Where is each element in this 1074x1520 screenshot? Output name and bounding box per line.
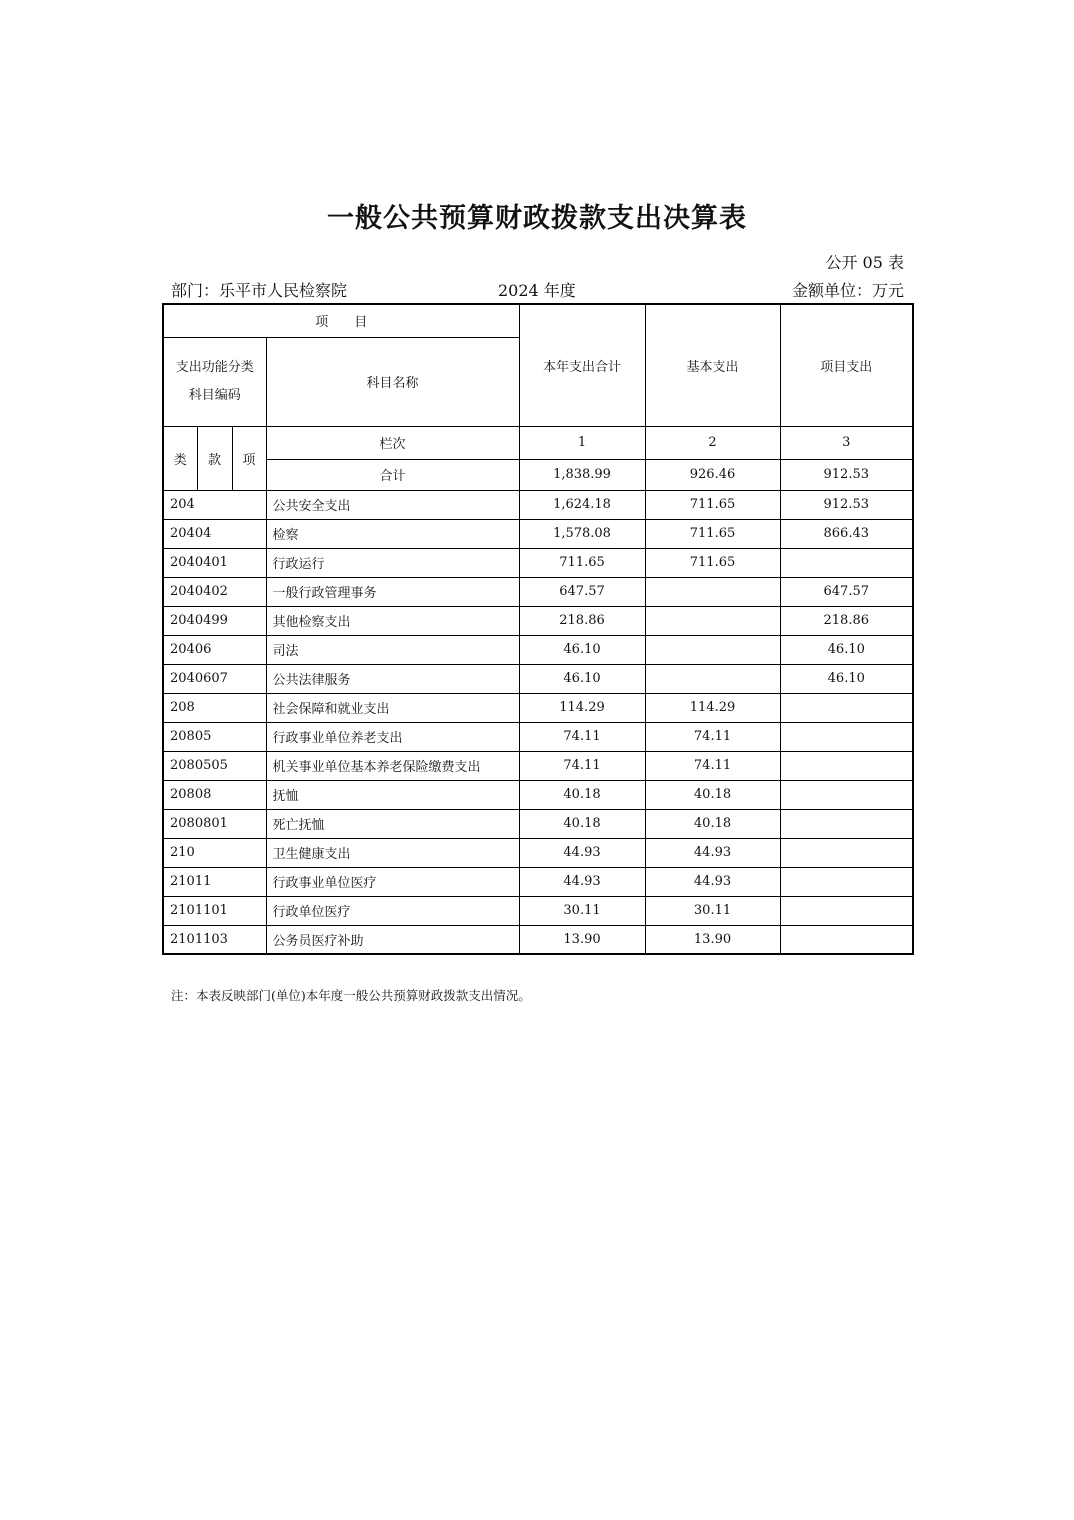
row-total: 40.18 [519, 809, 645, 838]
row-basic: 44.93 [645, 838, 780, 867]
row-total: 647.57 [519, 577, 645, 606]
header-subject-name: 科目名称 [266, 337, 519, 426]
row-total: 1,578.08 [519, 519, 645, 548]
page-title: 一般公共预算财政拨款支出决算表 [327, 203, 747, 234]
department-label: 部门：乐平市人民检察院 [171, 281, 348, 300]
row-code: 2101101 [163, 896, 266, 925]
table-row [163, 722, 913, 751]
row-basic: 74.11 [645, 751, 780, 780]
expenditure-table [162, 303, 914, 955]
row-basic: 711.65 [645, 519, 780, 548]
row-subject-name: 行政事业单位医疗 [266, 867, 519, 896]
row-total: 74.11 [519, 722, 645, 751]
row-basic: 114.29 [645, 693, 780, 722]
row-code: 2040401 [163, 548, 266, 577]
row-code: 20805 [163, 722, 266, 751]
table-row [163, 606, 913, 635]
row-subject-name: 行政事业单位养老支出 [266, 722, 519, 751]
row-project [780, 838, 913, 867]
column-index-1: 1 [519, 426, 645, 459]
sum-basic: 926.46 [645, 459, 780, 490]
table-row [163, 635, 913, 664]
row-project [780, 751, 913, 780]
row-project: 46.10 [780, 635, 913, 664]
row-code: 2040499 [163, 606, 266, 635]
row-basic: 13.90 [645, 925, 780, 954]
row-code: 2101103 [163, 925, 266, 954]
table-row [163, 693, 913, 722]
row-basic: 74.11 [645, 722, 780, 751]
header-total: 本年支出合计 [519, 304, 645, 426]
table-row [163, 867, 913, 896]
row-subject-name: 其他检察支出 [266, 606, 519, 635]
row-subject-name: 机关事业单位基本养老保险缴费支出 [266, 751, 519, 780]
table-row [163, 838, 913, 867]
row-project: 912.53 [780, 490, 913, 519]
row-project [780, 896, 913, 925]
row-subject-name: 公共法律服务 [266, 664, 519, 693]
header-code-label-1: 支出功能分类 [175, 359, 254, 375]
row-code: 2080505 [163, 751, 266, 780]
row-subject-name: 卫生健康支出 [266, 838, 519, 867]
row-total: 40.18 [519, 780, 645, 809]
row-total: 218.86 [519, 606, 645, 635]
header-code-cell [163, 337, 266, 426]
sum-label: 合计 [266, 459, 519, 490]
row-total: 44.93 [519, 867, 645, 896]
row-basic [645, 606, 780, 635]
row-total: 44.93 [519, 838, 645, 867]
row-subject-name: 公共安全支出 [266, 490, 519, 519]
table-row [163, 780, 913, 809]
row-subject-name: 一般行政管理事务 [266, 577, 519, 606]
column-index-2: 2 [645, 426, 780, 459]
row-total: 30.11 [519, 896, 645, 925]
row-total: 13.90 [519, 925, 645, 954]
row-basic [645, 577, 780, 606]
row-total: 711.65 [519, 548, 645, 577]
row-code: 204 [163, 490, 266, 519]
header-xiang: 项 [232, 426, 266, 490]
row-project [780, 722, 913, 751]
row-subject-name: 检察 [266, 519, 519, 548]
table-row [163, 664, 913, 693]
row-subject-name: 抚恤 [266, 780, 519, 809]
table-row [163, 548, 913, 577]
row-code: 210 [163, 838, 266, 867]
column-index-3: 3 [780, 426, 913, 459]
row-code: 2040607 [163, 664, 266, 693]
row-total: 74.11 [519, 751, 645, 780]
row-basic: 30.11 [645, 896, 780, 925]
row-project [780, 925, 913, 954]
header-kuan: 款 [197, 426, 232, 490]
row-subject-name: 行政单位医疗 [266, 896, 519, 925]
header-lei: 类 [163, 426, 197, 490]
row-project: 218.86 [780, 606, 913, 635]
row-total: 1,624.18 [519, 490, 645, 519]
header-project: 项目支出 [780, 304, 913, 426]
row-subject-name: 死亡抚恤 [266, 809, 519, 838]
row-total: 46.10 [519, 664, 645, 693]
header-code-label-2: 科目编码 [188, 387, 241, 403]
row-subject-name: 行政运行 [266, 548, 519, 577]
row-project [780, 780, 913, 809]
table-row [163, 751, 913, 780]
row-project [780, 548, 913, 577]
row-project: 46.10 [780, 664, 913, 693]
row-subject-name: 社会保障和就业支出 [266, 693, 519, 722]
row-basic: 44.93 [645, 867, 780, 896]
form-number: 公开 05 表 [825, 253, 904, 272]
footnote: 注：本表反映部门(单位)本年度一般公共预算财政拨款支出情况。 [171, 988, 531, 1003]
header-basic: 基本支出 [645, 304, 780, 426]
row-total: 46.10 [519, 635, 645, 664]
row-basic: 40.18 [645, 780, 780, 809]
row-basic: 711.65 [645, 548, 780, 577]
table-row [163, 577, 913, 606]
sum-total: 1,838.99 [519, 459, 645, 490]
table-row [163, 925, 913, 954]
row-project [780, 809, 913, 838]
row-subject-name: 公务员医疗补助 [266, 925, 519, 954]
row-total: 114.29 [519, 693, 645, 722]
row-project [780, 693, 913, 722]
row-code: 2080801 [163, 809, 266, 838]
row-code: 20404 [163, 519, 266, 548]
row-basic: 40.18 [645, 809, 780, 838]
row-code: 20406 [163, 635, 266, 664]
table-row [163, 490, 913, 519]
header-item: 项 目 [163, 304, 519, 337]
sum-project: 912.53 [780, 459, 913, 490]
row-code: 21011 [163, 867, 266, 896]
row-basic [645, 664, 780, 693]
fiscal-year: 2024 年度 [498, 281, 576, 300]
row-basic [645, 635, 780, 664]
column-row-label: 栏次 [266, 426, 519, 459]
row-project: 866.43 [780, 519, 913, 548]
row-subject-name: 司法 [266, 635, 519, 664]
amount-unit: 金额单位：万元 [791, 281, 904, 300]
row-code: 208 [163, 693, 266, 722]
table-row [163, 896, 913, 925]
row-basic: 711.65 [645, 490, 780, 519]
table-row [163, 809, 913, 838]
row-project: 647.57 [780, 577, 913, 606]
row-project [780, 867, 913, 896]
row-code: 20808 [163, 780, 266, 809]
table-row [163, 519, 913, 548]
row-code: 2040402 [163, 577, 266, 606]
